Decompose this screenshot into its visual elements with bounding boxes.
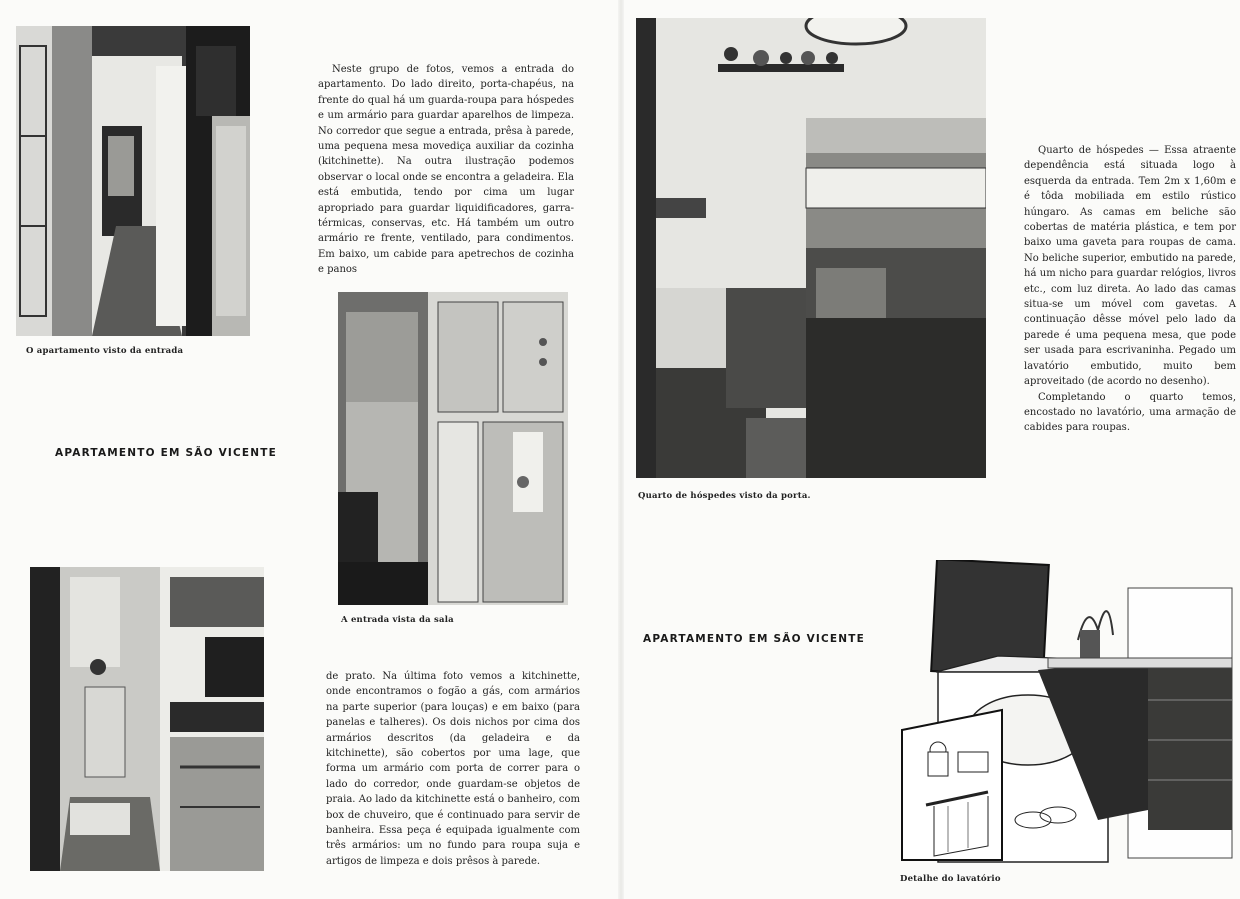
photo-kitchenette (30, 567, 264, 871)
photo-entrance-from-room-caption: A entrada vista da sala (341, 615, 454, 625)
article-paragraph: Neste grupo de fotos, vemos a entrada do apartamento. Do lado direito, porta-chapéus, na frente do qual há um guarda-roupa para hóspedes e um armário para guardar aparelhos de limpeza. No corredor que segue a entrada, prêsa à parede, uma pequena mesa movediça auxiliar da cozinha (kitchinette). Na outra ilustração podemos observar o local onde se encontra a geladeira. Ela está embutida, tendo por cima um lugar apropriado para guardar liquidificadores, garra-térmicas, conservas, etc. Há também um outro armário re frente, ventilado, para condimentos. Em baixo, um cabide para apetrechos de cozinha e panos (318, 64, 574, 276)
article-heading-right: APARTAMENTO EM SÃO VICENTE (643, 633, 866, 645)
page-gutter (618, 0, 624, 899)
drawing-washbasin (898, 560, 1234, 866)
photo-entrance (16, 26, 250, 336)
photo-entrance-from-room (338, 292, 568, 605)
article-paragraph-2: Completando o quarto temos, encostado no lavatório, uma armação de cabides para roupas. (1024, 391, 1236, 434)
article-text-right (1024, 143, 1236, 436)
photo-entrance-caption: O apartamento visto da entrada (26, 346, 184, 356)
photo-guest-room (636, 18, 986, 478)
article-heading-left: APARTAMENTO EM SÃO VICENTE (55, 447, 278, 459)
photo-guest-room-caption: Quarto de hóspedes visto da porta. (638, 491, 811, 501)
article-text-col2 (326, 669, 580, 869)
article-text-col1 (318, 62, 574, 278)
drawing-washbasin-caption: Detalhe do lavatório (900, 874, 1001, 884)
article-paragraph-continued: de prato. Na última foto vemos a kitchinette, onde encontramos o fogão a gás, com armários na parte superior (para louças) e em baixo (para panelas e talheres). Os dois nichos por cima dos armários descritos (da geladeira e da kitchinette), são cobertos por uma lage, que forma um armário com porta de correr para o lado do corredor, onde guardam-se objetos de praia. Ao lado da kitchinette está o banheiro, com box de chuveiro, que é continuado para servir de banheira. Essa peça é equipada igualmente com três armários: um no fundo para roupa suja e artigos de limpeza e dois prêsos à parede. (326, 671, 580, 867)
article-paragraph-1: Quarto de hóspedes — Essa atraente dependência está situada logo à esquerda da entrada. Tem 2m x 1,60m e é tôda mobiliada em estilo rústico húngaro. As camas em beliche são cobertas de matéria plástica, e tem por baixo uma gaveta para roupas de cama. No beliche superior, embutido na parede, há um nicho para guardar relógios, livros etc., com luz direta. Ao lado das camas situa-se um móvel com gavetas. A continuação dêsse móvel pelo lado da parede é uma pequena mesa, que pode ser usada para escrivaninha. Pegado um lavatório embutido, muito bem aproveitado (de acordo no desenho). (1024, 145, 1236, 388)
